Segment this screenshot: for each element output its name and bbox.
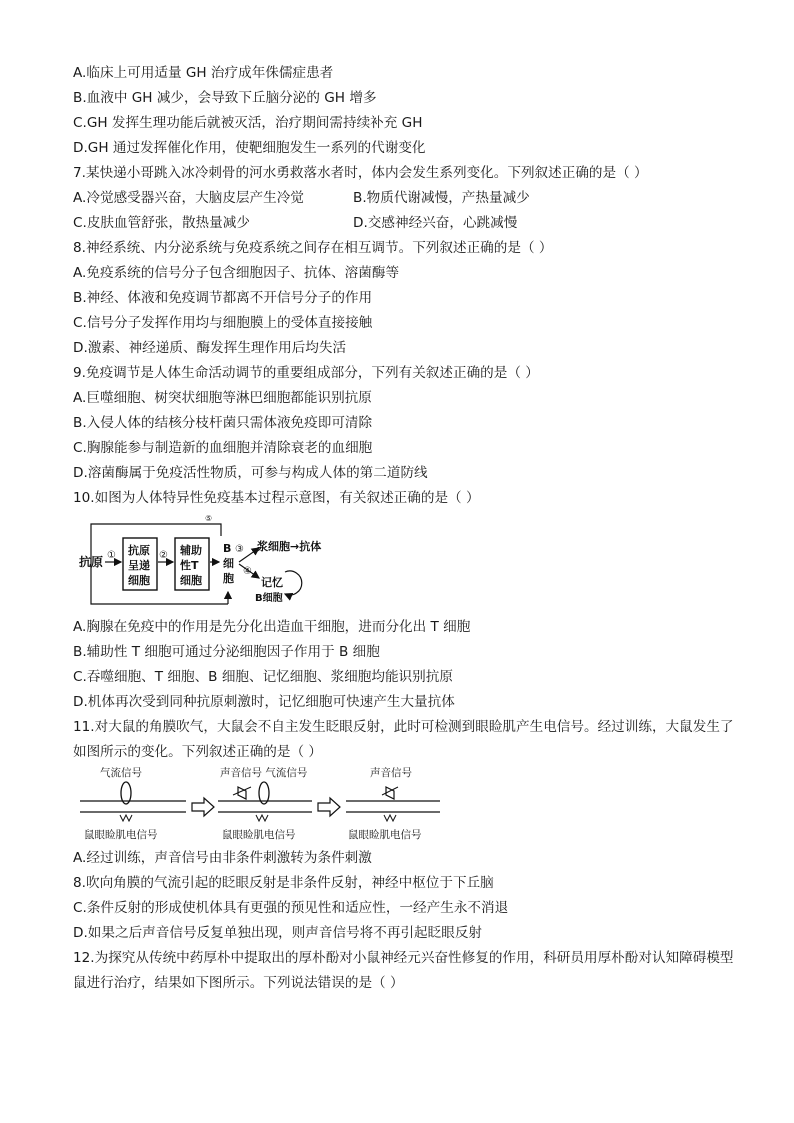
memory-b-label: 记忆 (261, 576, 283, 589)
question-11: 11.对大鼠的角膜吹气，大鼠会不自主发生眨眼反射，此时可检测到眼睑肌产生电信号。经过训练，大鼠发生了如图所示的变化。下列叙述正确的是（ ） (73, 719, 734, 760)
option-line: B.血液中 GH 减少，会导致下丘脑分泌的 GH 增多 (73, 90, 377, 106)
question-10: 10.如图为人体特异性免疫基本过程示意图，有关叙述正确的是（ ） (73, 490, 480, 506)
option-row (73, 188, 734, 208)
antigen-label: 抗原 (79, 555, 104, 569)
panel-1-bottom-label: 鼠眼睑肌电信号 (84, 829, 158, 841)
question-8: 8.神经系统、内分泌系统与免疫系统之间存在相互调节。下列叙述正确的是（ ） (73, 240, 553, 256)
panel-3-bottom-label: 鼠眼睑肌电信号 (348, 829, 422, 841)
panel-3-top-label: 声音信号 (370, 767, 412, 779)
option-b: 8.吹向角膜的气流引起的眨眼反射是非条件反射，神经中枢位于下丘脑 (73, 875, 494, 891)
apc-label: 呈递 (128, 559, 150, 572)
option-row (73, 213, 734, 233)
panel-2 (218, 766, 312, 841)
immune-process-diagram (73, 512, 335, 612)
panel-1 (80, 766, 186, 841)
panel-2-top-label: 声音信号 气流信号 (220, 767, 308, 779)
blink-reflex-diagram (80, 765, 442, 843)
step-2-marker: ② (159, 550, 168, 561)
panel-1-top-label: 气流信号 (100, 767, 142, 779)
option-d: D.激素、神经递质、酶发挥生理作用后均失活 (73, 340, 347, 356)
step-3-marker: ③ (235, 544, 244, 555)
option-b: B.辅助性 T 细胞可通过分泌细胞因子作用于 B 细胞 (73, 644, 380, 660)
b-cell-label: 细 (223, 557, 234, 570)
option-line: C.GH 发挥生理功能后就被灭活，治疗期间需持续补充 GH (73, 115, 423, 131)
option-c: C.皮肤血管舒张，散热量减少 (73, 215, 250, 231)
helper-t-label: 辅助 (180, 544, 202, 557)
apc-label: 细胞 (128, 574, 150, 587)
question-7: 7.某快递小哥跳入冰冷刺骨的河水勇救落水者时，体内会发生系列变化。下列叙述正确的是（ ） (73, 165, 648, 181)
option-d: D.如果之后声音信号反复单独出现，则声音信号将不再引起眨眼反射 (73, 925, 483, 941)
option-a: A.胸腺在免疫中的作用是先分化出造血干细胞，进而分化出 T 细胞 (73, 619, 471, 635)
memory-b-label: B细胞 (255, 593, 283, 604)
option-c: C.吞噬细胞、T 细胞、B 细胞、记忆细胞、浆细胞均能识别抗原 (73, 669, 453, 685)
option-line: D.GH 通过发挥催化作用，使靶细胞发生一系列的代谢变化 (73, 140, 426, 156)
b-cell-label: 胞 (223, 572, 234, 585)
option-b: B.神经、体液和免疫调节都离不开信号分子的作用 (73, 290, 373, 306)
helper-t-label: 性T (180, 559, 199, 572)
option-d: D.机体再次受到同种抗原刺激时，记忆细胞可快速产生大量抗体 (73, 694, 455, 710)
helper-t-label: 细胞 (180, 574, 202, 587)
speaker-icon (238, 787, 246, 799)
option-c: C.胸腺能参与制造新的血细胞并清除衰老的血细胞 (73, 440, 373, 456)
option-line: A.临床上可用适量 GH 治疗成年侏儒症患者 (73, 65, 334, 81)
panel-2-bottom-label: 鼠眼睑肌电信号 (222, 829, 296, 841)
option-b: B.物质代谢减慢，产热量减少 (353, 190, 530, 206)
step-1-marker: ① (107, 550, 116, 561)
step-4-marker: ④ (243, 566, 252, 577)
option-c: C.条件反射的形成使机体具有更强的预见性和适应性，一经产生永不消退 (73, 900, 509, 916)
option-d: D.溶菌酶属于免疫活性物质，可参与构成人体的第二道防线 (73, 465, 428, 481)
option-d: D.交感神经兴奋，心跳减慢 (353, 215, 518, 231)
plasma-cell-antibody-label: 浆细胞→抗体 (257, 540, 322, 553)
option-a: A.免疫系统的信号分子包含细胞因子、抗体、溶菌酶等 (73, 265, 400, 281)
right-arrow-icon (192, 798, 214, 816)
immune-process-figure (73, 512, 335, 612)
apc-label: 抗原 (128, 544, 150, 557)
question-12: 12.为探究从传统中药厚朴中提取出的厚朴酚对小鼠神经元兴奋性修复的作用，科研员用厚朴酚对认知障碍模型鼠进行治疗，结果如下图所示。下列说法错误的是（ ） (73, 950, 734, 991)
step-5-marker: ⑤ (205, 514, 213, 523)
option-a: A.冷觉感受器兴奋，大脑皮层产生冷觉 (73, 190, 304, 206)
question-9: 9.免疫调节是人体生命活动调节的重要组成部分，下列有关叙述正确的是（ ） (73, 365, 539, 381)
right-arrow-icon (318, 798, 340, 816)
b-cell-label: B (223, 542, 232, 555)
blink-reflex-figure (80, 765, 442, 843)
panel-3 (346, 766, 440, 841)
option-c: C.信号分子发挥作用均与细胞膜上的受体直接接触 (73, 315, 373, 331)
option-a: A.经过训练，声音信号由非条件刺激转为条件刺激 (73, 850, 372, 866)
option-b: B.入侵人体的结核分枝杆菌只需体液免疫即可清除 (73, 415, 373, 431)
option-a: A.巨噬细胞、树突状细胞等淋巴细胞都能识别抗原 (73, 390, 372, 406)
speaker-icon (386, 787, 394, 799)
